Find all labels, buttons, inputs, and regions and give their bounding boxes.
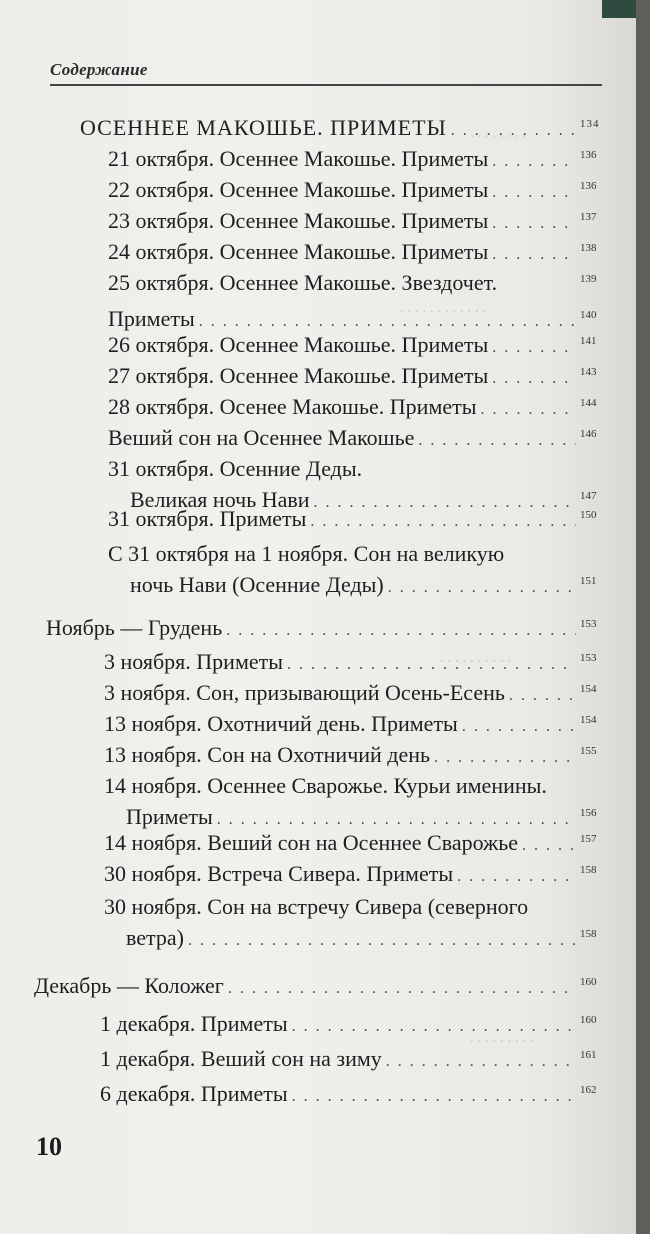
toc-entry: 13 ноября. Сон на Охотничий день . . . 155 <box>104 739 610 775</box>
show-through-text: . . . . . . . . <box>470 125 527 141</box>
toc-entry: 30 ноября. Встреча Сивера. Приметы . . . 158 <box>104 858 610 894</box>
running-header: Содержание <box>50 60 148 79</box>
toc-heading-november: Ноябрь — Грудень . . . 153 <box>46 612 610 648</box>
toc-entry: 14 ноября. Осеннее Сварожье. Курьи именины. Приметы . . . 156 <box>104 770 610 837</box>
toc-entry: 13 ноября. Охотничий день. Приметы . . . 154 <box>104 708 610 744</box>
toc-entry: 1 декабря. Приметы . . . 160 <box>100 1008 610 1044</box>
show-through-text: . . . . . . . . . <box>470 1030 534 1046</box>
toc-entry: 21 октября. Осеннее Макошье. Приметы . . . 136 <box>108 143 610 179</box>
toc-entry: 22 октября. Осеннее Макошье. Приметы . . . 136 <box>108 174 610 210</box>
header-rule <box>50 84 602 86</box>
toc-entry: 27 октября. Осеннее Макошье. Приметы . . . 143 <box>108 360 610 396</box>
toc-entry: Веший сон на Осеннее Макошье . . . 146 <box>108 422 610 458</box>
toc-entry: 3 ноября. Сон, призывающий Осень-Есень . . . 154 <box>104 677 610 713</box>
toc-entry: 28 октября. Осенее Макошье. Приметы . . . 144 <box>108 391 610 427</box>
toc-entry: 25 октября. Осеннее Макошье. Звездочет. 139 Приметы . . . 140 <box>108 267 610 339</box>
toc-entry: 31 октября. Осенние Деды. Великая ночь Нави . . . 147 <box>108 453 610 520</box>
show-through-text: . . . . . . . . . . <box>440 650 512 666</box>
toc-entry: 3 ноября. Приметы . . . 153 <box>104 646 610 682</box>
page-corner-shadow <box>602 0 636 18</box>
toc-entry: 6 декабря. Приметы . . . 162 <box>100 1078 610 1114</box>
toc-entry: 31 октября. Приметы . . . 150 <box>108 503 610 539</box>
toc-entry: 24 октября. Осеннее Макошье. Приметы . . . 138 <box>108 236 610 272</box>
page-number: 10 <box>36 1132 62 1161</box>
toc-entry: 1 декабря. Веший сон на зиму . . . 161 <box>100 1043 610 1079</box>
toc-entry: 30 ноября. Сон на встречу Сивера (северного ветра) . . . 158 <box>104 891 610 958</box>
show-through-text: . . . . . . . . . . . . <box>400 300 487 316</box>
toc-heading-december: Декабрь — Коложег . . . 160 <box>34 970 610 1006</box>
toc-entry: С 31 октября на 1 ноября. Сон на великую ночь Нави (Осенние Деды) . . . 151 <box>108 538 610 605</box>
toc-heading-autumn-makoshye: ОСЕННЕЕ МАКОШЬЕ. ПРИМЕТЫ . . . 134 <box>80 112 610 148</box>
toc-entry: 26 октября. Осеннее Макошье. Приметы . . . 141 <box>108 329 610 365</box>
toc-entry: 14 ноября. Веший сон на Осеннее Сварожье . . . 157 <box>104 827 610 863</box>
toc-entry: 23 октября. Осеннее Макошье. Приметы . . . 137 <box>108 205 610 241</box>
